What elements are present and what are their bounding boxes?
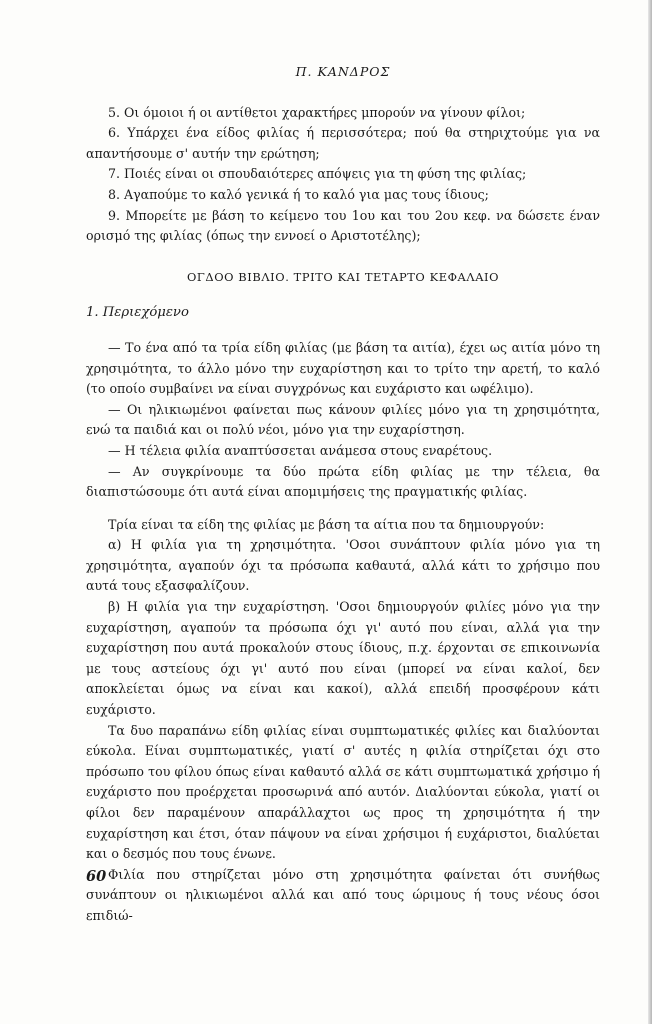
summary-point: — Αν συγκρίνουμε τα δύο πρώτα είδη φιλίας με την τέλεια, θα διαπιστώσουμε ότι αυτά είναι απομιμήσεις της πραγματικής φιλίας.: [86, 463, 600, 500]
page-edge-shadow: [648, 0, 652, 1024]
question-item: 9. Μπορείτε με βάση το κείμενο του 1ου και του 2ου κεφ. να δώσετε έναν ορισμό της φιλίας (όπως την εννοεί ο Αριστοτέλης);: [86, 207, 600, 244]
body-paragraph: Τα δυο παραπάνω είδη φιλίας είναι συμπτωματικές φιλίες και διαλύονται εύκολα. Είναι συμπτωματικές, γιατί σ' αυτές η φιλία στηρίζεται όχι στο πρόσωπο του φίλου όπως είναι καθαυτό αλλά σε κάτι συμπτωματικά χρήσιμο ή ευχάριστο που προέρχεται προσωρινά από αυτόν. Διαλύονται εύκολα, γιατί οι φίλοι δεν παραμένουν απαράλλαχτοι ως προς τη χρησιμότητα ή την ευχαρίστηση και έτσι, όταν πάψουν να είναι χρήσιμοι ή ευχάριστοι, διαλύεται και ο δεσμός που τους ένωνε.: [86, 722, 600, 862]
question-item: 6. Υπάρχει ένα είδος φιλίας ή περισσότερα; πού θα στηριχτούμε για να απαντήσουμε σ' αυτήν την ερώτηση;: [86, 125, 600, 161]
question-item: 7. Ποιές είναι οι σπουδαιότερες απόψεις για τη φύση της φιλίας;: [108, 166, 527, 182]
chapter-heading: ΟΓΔΟΟ ΒΙΒΛΙΟ. ΤΡΙΤΟ ΚΑΙ ΤΕΤΑΡΤΟ ΚΕΦΑΛΑΙΟ: [186, 269, 500, 284]
running-head: Π. ΚΑΝΔΡΟΣ: [295, 64, 391, 79]
body-paragraph: Τρία είναι τα είδη της φιλίας με βάση τα αίτια που τα δημιουργούν:: [108, 516, 545, 532]
page-number: 60: [86, 868, 107, 885]
section-title: 1. Περιεχόμενο: [86, 305, 189, 321]
summary-point: — Η τέλεια φιλία αναπτύσσεται ανάμεσα στους εναρέτους.: [108, 442, 493, 458]
body-paragraph: α) Η φιλία για τη χρησιμότητα. 'Οσοι συνάπτουν φιλία μόνο για τη χρησιμότητα, αγαπούν όχι τα πρόσωπα καθαυτά, αλλά κάτι το χρήσιμο που αυτά τους εξασφαλίζουν.: [86, 537, 600, 594]
summary-point: — Οι ηλικιωμένοι φαίνεται πως κάνουν φιλίες μόνο για τη χρησιμότητα, ενώ τα παιδιά και οι πολύ νέοι, μόνο για την ευχαρίστηση.: [86, 401, 600, 438]
question-item: 5. Οι όμοιοι ή οι αντίθετοι χαρακτήρες μπορούν να γίνουν φίλοι;: [108, 104, 526, 120]
page-content: [86, 62, 600, 927]
body-paragraph: Φιλία που στηρίζεται μόνο στη χρησιμότητα φαίνεται ότι συνήθως συνάπτουν οι ηλικιωμένοι αλλά και από τους ώριμους ή τους νέους όσοι επιδιώ-: [86, 866, 600, 923]
body-paragraph: β) Η φιλία για την ευχαρίστηση. 'Οσοι δημιουργούν φιλίες μόνο για την ευχαρίστηση, αγαπούν τα πρόσωπα όχι γι' αυτό που είναι, αλλά για την ευχαρίστηση που αυτά προκαλούν στους ίδιους, π.χ. έρχονται σε επικοινωνία με τους αστείους όχι γι' αυτό που είναι (μπορεί να είναι καλοί, δεν αποκλείεται όμως να είναι και κακοί), αλλά επειδή προσφέρουν κάτι ευχάριστο.: [86, 599, 600, 718]
summary-point: — Το ένα από τα τρία είδη φιλίας (με βάση τα αιτία), έχει ως αιτία μόνο τη χρησιμότητα, το άλλο μόνο την ευχαρίστηση και το τρίτο την αρετή, το καλό (το οποίο συμβαίνει να είναι συγχρόνως και ευχάριστο και ωφέλιμο).: [86, 339, 600, 397]
question-item: 8. Αγαπούμε το καλό γενικά ή το καλό για μας τους ίδιους;: [108, 186, 489, 202]
